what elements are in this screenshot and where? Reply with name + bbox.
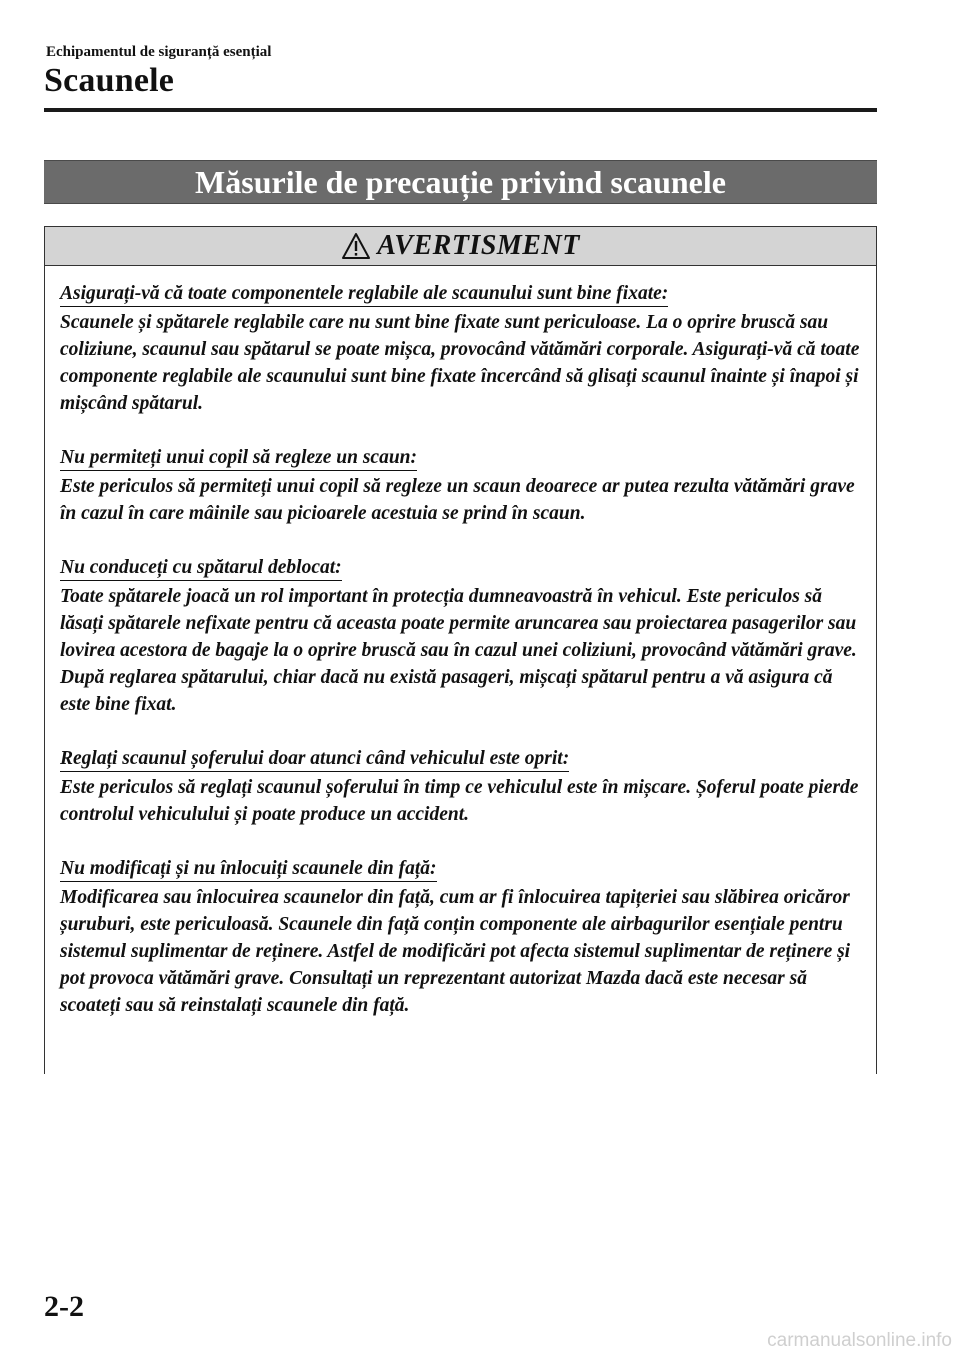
warning-item [60, 745, 864, 828]
title-rule [44, 108, 877, 112]
warning-item-heading: Reglați scaunul șoferului doar atunci când vehiculul este oprit: [60, 746, 569, 772]
warning-item-text: Scaunele și spătarele reglabile care nu sunt bine fixate sunt periculoase. La o oprire bruscă sau coliziune, scaunul sau spătarul se poate mișca, provocând vătămări corporale. Asigurați-vă că toate componente reglabile ale scaunului sunt bine fixate încercând să glisați scaunul înainte și înapoi și mișcând spătarul. [60, 312, 860, 414]
warning-item [60, 280, 864, 417]
warning-item-heading: Asigurați-vă că toate componentele reglabile ale scaunului sunt bine fixate: [60, 281, 668, 307]
warning-header [45, 227, 876, 266]
running-head: Echipamentul de siguranță esențial [46, 44, 272, 60]
banner-title: Măsurile de precauție privind scaunele [195, 163, 726, 200]
warning-triangle-icon [341, 232, 371, 260]
watermark: carmanualsonline.info [767, 1330, 952, 1351]
warning-item [60, 444, 864, 527]
warning-item-heading: Nu modificați și nu înlocuiți scaunele din față: [60, 856, 437, 882]
section-title: Scaunele [44, 62, 175, 99]
warning-body [45, 266, 876, 1019]
topic-banner [44, 160, 877, 204]
warning-item-text: Este periculos să reglați scaunul șoferului în timp ce vehiculul este în mișcare. Șoferul poate pierde controlul vehiculului și poate produce un accident. [60, 777, 859, 825]
warning-item-text: Este periculos să permiteți unui copil să regleze un scaun deoarece ar putea rezulta vătămări grave în cazul în care mâinile sau picioarele acestuia se prind în scaun. [60, 476, 855, 524]
warning-box [44, 226, 877, 1074]
page-number: 2-2 [44, 1290, 84, 1323]
warning-item-text: Modificarea sau înlocuirea scaunelor din față, cum ar fi înlocuirea tapițeriei sau slăbirea oricăror șuruburi, este periculoasă. Scaunele din față conțin componente ale airbagurilor esențiale pentru sistemul suplimentar de reținere. Astfel de modificări pot afecta sistemul suplimentar de reținere și pot provoca vătămări grave. Consultați un reprezentant autorizat Mazda dacă este necesar să scoateți sau să reinstalați scaunele din față. [60, 887, 851, 1016]
warning-item-heading: Nu conduceți cu spătarul deblocat: [60, 555, 342, 581]
warning-label: AVERTISMENT [377, 230, 580, 261]
warning-item-text: Toate spătarele joacă un rol important în protecția dumneavoastră în vehicul. Este periculos să lăsați spătarele nefixate pentru că aceasta poate permite aruncarea sau proiectarea pasagerilor sau lovirea acestora de bagaje la o oprire bruscă sau în cazul unei coliziuni, provocând vătămări grave. După reglarea spătarului, chiar dacă nu există pasageri, mișcați spătarul pentru a vă asigura că este bine fixat. [60, 586, 857, 715]
warning-item-heading: Nu permiteți unui copil să regleze un scaun: [60, 445, 417, 471]
warning-item [60, 554, 864, 718]
warning-item [60, 855, 864, 1019]
